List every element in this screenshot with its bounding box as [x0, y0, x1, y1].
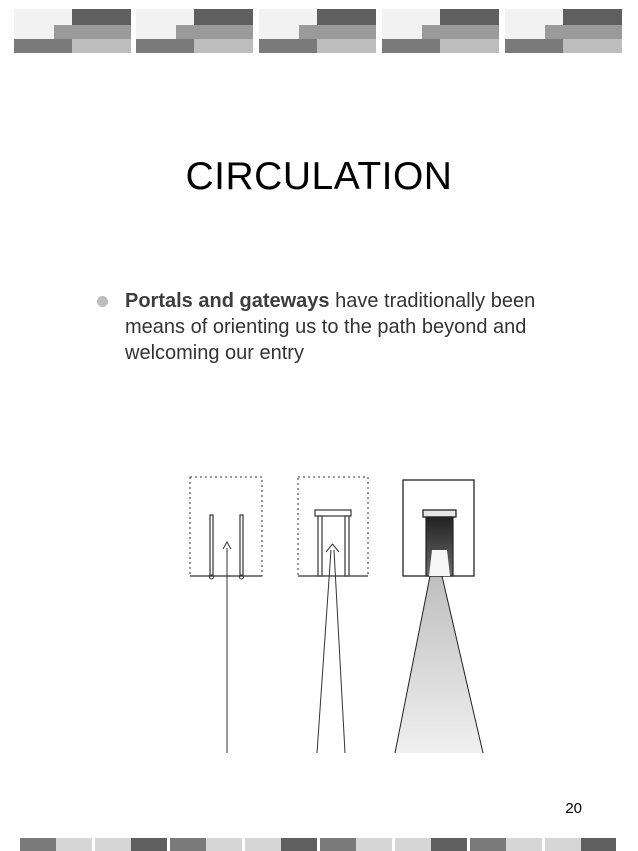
bottom-band-segment — [95, 838, 167, 851]
bullet-dot-icon — [97, 296, 108, 307]
bottom-band-segment — [470, 838, 542, 851]
bullet-body-text: have traditionally been means of orienting us to the path beyond and welcoming our entry — [125, 290, 536, 364]
sketch-panel-gate — [298, 477, 368, 753]
top-band-block — [14, 9, 131, 53]
slide-title: CIRCULATION — [185, 155, 453, 198]
portal-sketch-illustration — [180, 470, 490, 760]
top-band-block — [259, 9, 376, 53]
top-band-block — [136, 9, 253, 53]
top-band-block — [382, 9, 499, 53]
bottom-band-segment — [170, 838, 242, 851]
top-decorative-band — [14, 9, 622, 53]
sketch-panel-doorway — [395, 480, 483, 753]
sketch-panel-posts — [190, 477, 262, 753]
top-band-block — [505, 9, 622, 53]
bottom-band-segment — [320, 838, 392, 851]
bottom-band-segment — [395, 838, 467, 851]
bullet-text — [125, 288, 567, 366]
page-number: 20 — [565, 800, 582, 817]
bullet-bold-text: Portals and gateways — [125, 290, 330, 312]
bullet-item — [97, 288, 567, 366]
bottom-band-segment — [20, 838, 92, 851]
bottom-band-segment — [545, 838, 616, 851]
bottom-band-segment — [245, 838, 317, 851]
bottom-decorative-band — [20, 838, 616, 851]
